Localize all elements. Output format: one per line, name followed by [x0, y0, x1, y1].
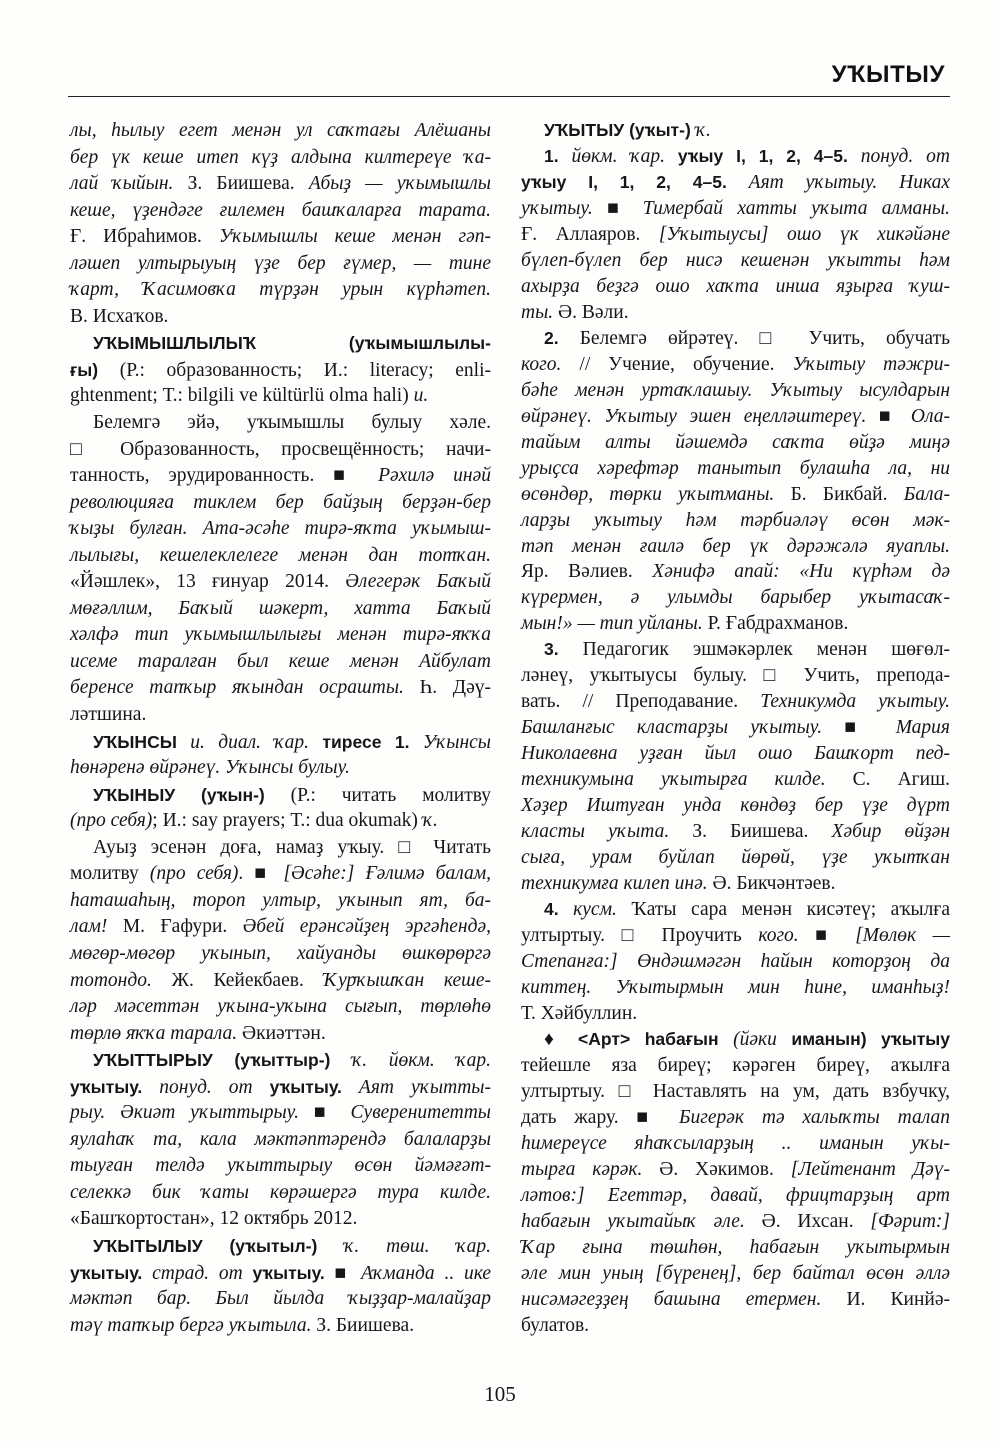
text-run: ты.	[521, 301, 554, 323]
text-run: Уҡытыу тәжри-	[792, 353, 950, 375]
text-run: йөкм. ҡар.	[558, 145, 665, 167]
text-run: УҠЫНСЫ	[93, 731, 177, 752]
text-run: Тимербай хатты уҡыта алманы.	[642, 197, 950, 219]
text-line	[521, 741, 950, 767]
dictionary-paragraph	[70, 330, 491, 410]
text-line	[70, 596, 491, 623]
text-run: Ҡурҡышҡан кеше-	[323, 969, 491, 991]
text-run: булатов.	[521, 1314, 590, 1336]
text-run: өсөндөр, төрки уҡытманы.	[521, 483, 775, 505]
text-run: Аят уҡытыу. Никах	[726, 171, 950, 193]
text-run: иманын) уҡытыу	[791, 1028, 951, 1049]
text-run: кого.	[521, 353, 562, 375]
text-run: селеккә бик ҡаты көрәшергә тура килде.	[70, 1181, 491, 1203]
text-run: [Әсәһе:] Ғәлимә балам,	[283, 863, 492, 885]
text-run: уҡытыу.	[252, 1076, 342, 1097]
text-line	[70, 675, 491, 702]
text-run: уҡыу I, 1, 2, 4–5.	[665, 145, 848, 166]
text-run: ҡ.	[422, 810, 438, 832]
text-line	[70, 808, 491, 835]
text-line	[521, 1053, 950, 1079]
text-run: Мария	[895, 717, 951, 739]
text-line	[521, 222, 950, 248]
text-run: [Мөлөк —	[855, 925, 951, 947]
text-run: ҡ.	[690, 120, 711, 141]
text-line	[521, 248, 950, 274]
text-run: Әбей ерәнсәйҙең эргәһендә,	[242, 916, 491, 938]
text-line	[521, 689, 950, 715]
text-run: (про себя)	[149, 863, 239, 885]
text-run: понуд. от	[142, 1076, 253, 1098]
text-line	[521, 1183, 950, 1209]
text-line	[70, 1074, 491, 1101]
text-line	[70, 729, 491, 756]
text-line	[70, 702, 491, 729]
text-run: [Фәрит:]	[870, 1210, 950, 1232]
text-run: Абыҙ — уҡымышлы	[308, 173, 491, 195]
text-run: Хәнифә апай: «Ни күрһәм дә	[652, 561, 950, 583]
text-run: тиресе 1.	[309, 731, 410, 752]
dictionary-paragraph	[70, 835, 491, 1047]
text-run: Әкиәттән.	[237, 1022, 326, 1044]
text-run: хәлфә тип уҡымышлылығы менән тирә-яҡҡа	[70, 624, 491, 646]
text-line	[521, 715, 950, 741]
right-column	[521, 118, 950, 1339]
text-run: Хәҙер Иштуған унда көндөҙ бер үҙе дүрт	[521, 795, 950, 817]
text-run: яулаһаҡ та, кала мәктәптәрендә балаларҙы	[70, 1128, 491, 1150]
text-line	[521, 456, 950, 482]
text-run: исеме таралған был кеше менән Айбулат	[70, 650, 491, 672]
text-run: өйрәнеү. Уҡытыу эшен еңелләштереү.	[521, 405, 867, 427]
text-run: ■	[866, 405, 911, 427]
text-run: ♦	[544, 1028, 579, 1050]
text-line	[70, 437, 491, 464]
text-run: Ауыҙ эсенән доға, намаҙ уҡыу. □ Читать	[93, 836, 491, 858]
text-line	[70, 145, 491, 172]
text-line	[521, 430, 950, 456]
text-run: С. Агиш.	[825, 769, 950, 791]
text-run: техникумына уҡытырға килде.	[521, 769, 826, 791]
text-run: уҡытыу.	[70, 1076, 143, 1097]
text-line	[521, 404, 950, 430]
dictionary-paragraph	[521, 897, 950, 1027]
text-run: 3.	[544, 639, 559, 660]
text-run: урыҫса хәрефтәр танытып булашһа ла, ни	[521, 457, 950, 479]
text-line	[521, 585, 950, 611]
text-run: тайым алты йәшемдә саҡта өйҙә миңә	[521, 431, 950, 453]
text-run: 2.	[544, 327, 559, 348]
text-line	[70, 304, 491, 331]
text-run: һимереүсе яһаҡсыларҙың .. иманын уҡы-	[521, 1132, 950, 1154]
text-line	[70, 649, 491, 676]
text-run: И. Кинйә-	[821, 1288, 950, 1310]
text-line	[521, 1131, 950, 1157]
text-line	[70, 1100, 491, 1127]
text-line	[70, 622, 491, 649]
text-line	[521, 871, 950, 897]
text-run: и.	[413, 385, 429, 407]
text-run: кеше, үҙендәге ғилемен башҡаларға тарата.	[70, 199, 491, 221]
text-line	[521, 378, 950, 404]
text-run: УҠЫМЫШЛЫЛЫҠ (уҡымышлылы-	[93, 333, 491, 354]
text-line	[521, 274, 950, 300]
text-run: (Р.: читать молитву	[264, 784, 492, 806]
text-run: // Учение, обучение.	[561, 353, 793, 375]
text-run: УҠЫТЫЛЫУ (уҡытыл-)	[93, 1235, 318, 1256]
text-line	[521, 611, 950, 637]
text-run: ; И.: say prayers; Т.: dua okumak)	[152, 810, 423, 832]
text-line	[70, 835, 491, 862]
text-run: мөғәллим, Баҡый шәкерт, хатта Баҡый	[70, 597, 491, 619]
text-run: революцияға тиклем бер байҙың берҙән-бер	[70, 491, 491, 513]
text-run: Ж. Кейекбаев.	[151, 969, 324, 991]
text-line	[70, 941, 491, 968]
text-run: М. Ғафури.	[107, 916, 243, 938]
text-run: Бала-	[903, 483, 950, 505]
text-run: Степанға:] Өндәшмәгән һайын которҙоң да	[521, 951, 950, 972]
text-run: Ғ. Ибраһимов.	[70, 226, 219, 248]
text-line	[70, 171, 491, 198]
text-run: ■	[798, 925, 856, 947]
text-line	[70, 1233, 491, 1260]
text-run: лам!	[70, 916, 108, 938]
text-run: дать жару. ■	[521, 1106, 679, 1128]
text-line	[521, 1079, 950, 1105]
text-run: Хәбир өйҙән	[831, 821, 950, 843]
text-line	[70, 330, 491, 357]
text-run: уҡытыу.	[521, 197, 593, 219]
text-line	[521, 949, 950, 975]
text-line	[70, 357, 491, 384]
text-line	[70, 914, 491, 941]
text-line	[521, 118, 950, 144]
text-line	[521, 767, 950, 793]
text-run: сыға, урам буйлап йөрөй, үҙе уҡытҡан	[521, 847, 950, 869]
text-run: ҡыҙы булған. Ата-әсәһе тирә-яҡта уҡымыш-	[70, 518, 491, 540]
text-run: Ә. Хәкимов.	[642, 1158, 791, 1180]
text-run: ултыртыу. □ Проучить	[521, 925, 759, 947]
text-run: Педагогик эшмәкәрлек менән шөғөл-	[558, 639, 950, 661]
text-run: В. Исхаҡов.	[70, 305, 169, 327]
text-run: (йәки	[733, 1028, 792, 1050]
text-run: ахырҙа беҙгә ошо хаҡта инша яҙырға ҡуш-	[521, 275, 950, 297]
text-run: ■	[822, 717, 896, 739]
text-run: күрермен, ә улымды барыбер уҡытасаҡ-	[521, 587, 950, 609]
text-line	[521, 170, 950, 196]
text-line	[70, 1313, 491, 1340]
text-run: уҡытыу.	[70, 1262, 143, 1283]
text-run: молитву	[70, 863, 150, 885]
text-run: Уҡынсы	[409, 731, 491, 753]
dictionary-paragraph	[70, 729, 491, 782]
text-run: Р. Ғабдрахманов.	[702, 613, 849, 635]
text-run: Әлегерәк Баҡый	[345, 571, 491, 593]
text-line	[70, 516, 491, 543]
text-line	[521, 1313, 950, 1339]
text-line	[70, 994, 491, 1021]
text-run: ҡ. йөкм. ҡар.	[330, 1050, 491, 1072]
text-line	[70, 1153, 491, 1180]
text-run: ултыртыу. □ Наставлять на ум, дать взбучку,	[521, 1080, 950, 1102]
text-run: киттең. Уҡытырмын мин һине, иманһыҙ!	[521, 976, 950, 998]
text-run: мөгөр-мөгөр уҡынып, хайуанды өшкөрөргә	[70, 942, 491, 964]
text-run: Николаевна уҙған йыл ошо Башҡорт пед-	[521, 743, 950, 765]
text-run: Уҡымышлы кеше менән гәп-	[218, 226, 491, 248]
text-run: бер үк кеше итеп күҙ алдына килтереүе ҡа-	[70, 146, 491, 168]
text-line	[521, 819, 950, 845]
text-run: ләнеү, уҡытыусы булыу. □ Учить, препода-	[521, 665, 950, 687]
text-line	[521, 1001, 950, 1027]
text-line	[70, 1286, 491, 1313]
page-number: 105	[484, 1382, 516, 1406]
text-run: (Р.: образованность; И.: literacy; enli-	[98, 359, 491, 381]
text-run: Б. Бикбай.	[774, 483, 904, 505]
text-line	[70, 543, 491, 570]
text-line	[70, 1180, 491, 1207]
text-run: ҡарт, Ҡасимовҡа түрҙән урын күрһәтеп.	[70, 279, 491, 301]
dictionary-paragraph	[70, 1233, 491, 1339]
dictionary-paragraph	[521, 1027, 950, 1339]
text-line	[521, 508, 950, 534]
text-line	[521, 1157, 950, 1183]
text-run: ghtenment; Т.: bilgili ve kültürlü olma hali)	[70, 385, 414, 407]
text-run: и. диал. ҡар.	[176, 731, 310, 753]
text-line	[521, 1235, 950, 1261]
dictionary-paragraph	[70, 118, 491, 330]
text-run: кого.	[758, 925, 799, 947]
text-run: вать. // Преподавание.	[521, 691, 761, 713]
text-line	[70, 569, 491, 596]
text-line	[70, 463, 491, 490]
text-line	[70, 410, 491, 437]
text-run: Ҡаты сара менән кисәтеү; аҡылға	[616, 899, 950, 921]
text-line	[70, 383, 491, 410]
text-run: 1.	[544, 145, 559, 166]
text-run: ■	[324, 1262, 361, 1284]
text-run: Белемгә өйрәтеү. □ Учить, обучать	[558, 327, 950, 349]
text-line	[521, 559, 950, 585]
dictionary-paragraph	[521, 637, 950, 897]
text-run: Һ. Дәү-	[403, 677, 491, 699]
text-run: 4.	[544, 899, 559, 920]
text-line	[70, 1206, 491, 1233]
text-line	[70, 968, 491, 995]
text-run: ләтшина.	[70, 704, 147, 726]
text-line	[70, 755, 491, 782]
text-run: Белемгә эйә, уҡымышлы булыу хәле.	[93, 412, 491, 434]
text-line	[70, 1021, 491, 1048]
text-run: тотондо.	[70, 969, 152, 991]
text-run: мын!» — тип уйланы.	[521, 613, 703, 635]
text-run: Ҡар ғына төшһөн, һабағын уҡытырмын	[521, 1236, 950, 1258]
text-line	[521, 1261, 950, 1287]
text-run: төрлө яҡҡа тарала.	[70, 1022, 238, 1044]
text-run: (про себя)	[70, 810, 153, 832]
text-run: «Йәшлек», 13 ғинуар 2014.	[70, 571, 346, 593]
text-run: <Арт> һабағын	[578, 1028, 734, 1049]
text-run: мәктәп бар. Был йылда ҡыҙҙар-малайҙар	[70, 1288, 491, 1310]
text-line	[521, 1287, 950, 1313]
dictionary-paragraph	[70, 1047, 491, 1233]
text-line	[521, 923, 950, 949]
text-line	[70, 490, 491, 517]
text-run: З. Биишева.	[669, 821, 832, 843]
text-line	[70, 198, 491, 225]
text-run: УҠЫТЫУ (уҡыт-)	[544, 120, 691, 140]
text-run: Аҡманда .. ике	[360, 1262, 492, 1284]
text-run: «Башҡортостан», 12 октябрь 2012.	[70, 1208, 358, 1230]
text-line	[521, 326, 950, 352]
text-line	[521, 637, 950, 663]
text-line	[521, 975, 950, 1001]
text-line	[521, 845, 950, 871]
text-run: Яр. Вәлиев.	[521, 561, 653, 583]
text-run: нисәмәгеҙҙең башына етермен.	[521, 1288, 822, 1310]
text-run: Аят уҡытты-	[341, 1076, 491, 1098]
text-run: ләр мәсеттән уҡына-уҡына сығып, төрлөһө	[70, 996, 491, 1018]
text-run: Ола-	[910, 405, 950, 427]
text-line	[521, 144, 950, 170]
text-run: рыу. Әкиәт уҡыттырыу.	[70, 1102, 299, 1124]
dictionary-paragraph	[521, 144, 950, 326]
text-line	[70, 888, 491, 915]
text-run: Ғ. Аллаяров.	[521, 223, 659, 245]
running-head: УҠЫТЫУ	[831, 61, 945, 88]
text-line	[521, 897, 950, 923]
text-run: . ■	[238, 863, 284, 885]
text-run: тейешле яза биреү; кәрәген биреү, аҡылға	[521, 1054, 950, 1076]
text-line	[70, 782, 491, 809]
text-run: ■	[592, 197, 643, 219]
text-run: класты уҡыта.	[521, 821, 670, 843]
text-run: понуд. от	[847, 145, 950, 167]
text-run: [Лейтенант Дәү-	[790, 1158, 950, 1180]
text-line	[521, 1209, 950, 1235]
text-run: ләтов:] Егеттәр, давай, фрицтарҙың арт	[521, 1184, 950, 1206]
dictionary-paragraph	[521, 326, 950, 638]
text-line	[521, 300, 950, 326]
text-line	[521, 793, 950, 819]
dictionary-paragraph	[70, 782, 491, 835]
text-run: бәһе менән уртаҡлашыу. Уҡытыу ысулдарын	[521, 379, 950, 401]
text-run: тырға кәрәк.	[521, 1158, 643, 1180]
text-run: З. Биишева.	[311, 1314, 415, 1336]
text-line	[70, 251, 491, 278]
text-run: танность, эрудированность. ■	[70, 465, 379, 487]
text-run: УҠЫТТЫРЫУ (уҡыттыр-)	[93, 1050, 331, 1071]
text-run: Ә. Бикчәнтәев.	[707, 873, 836, 895]
text-run: Бигерәк тә халыҡты талап	[679, 1106, 950, 1128]
text-run: Т. Хәйбуллин.	[521, 1002, 638, 1024]
text-run: Суверенитетты	[350, 1102, 491, 1124]
text-line	[70, 118, 491, 145]
dictionary-paragraph	[521, 118, 950, 144]
text-line	[70, 1127, 491, 1154]
text-run: ләшеп ултырыуың үҙе бер ғүмер, — тине	[70, 252, 491, 274]
text-run: бүлеп-бүлеп бер нисә кешенән уҡытты һәм	[521, 249, 950, 271]
text-run: Ә. Вәли.	[553, 301, 629, 323]
text-run: ҡ. төш. ҡар.	[317, 1235, 491, 1257]
text-line	[521, 1105, 950, 1131]
text-line	[70, 277, 491, 304]
text-run: техникумға килеп инә.	[521, 873, 708, 895]
text-run: Техникумда уҡытыу.	[760, 691, 950, 713]
header-rule	[68, 96, 950, 97]
text-run: әле мин уның [бүренең], бер байтал өсөн әллә	[521, 1262, 950, 1284]
text-line	[521, 1027, 950, 1053]
text-line	[521, 534, 950, 560]
text-run: лай ҡыйын.	[70, 173, 174, 195]
dictionary-paragraph	[70, 410, 491, 729]
text-run: [Уҡытыусы] ошо үк хикәйәне	[658, 223, 950, 245]
text-line	[521, 352, 950, 378]
text-line	[70, 224, 491, 251]
text-run: страд. от	[142, 1262, 243, 1284]
text-line	[70, 1047, 491, 1074]
text-run: уҡыу I, 1, 2, 4–5.	[521, 171, 727, 192]
text-run: З. Биишева.	[173, 173, 309, 195]
text-line	[521, 196, 950, 222]
text-run: Рәхилә инәй	[378, 465, 491, 487]
text-run: Ә. Ихсан.	[744, 1210, 871, 1232]
text-line	[521, 482, 950, 508]
text-run: һабағын уҡытайыҡ әле.	[521, 1210, 745, 1232]
text-run: ғы)	[70, 359, 99, 380]
text-run: беренсе тапҡыр яҡындан осрашты.	[70, 677, 404, 699]
text-line	[70, 861, 491, 888]
text-run: УҠЫНЫУ (уҡын-)	[93, 784, 265, 805]
text-run: Башланғыс кластарҙы уҡытыу.	[521, 717, 823, 739]
text-run: тәү тапҡыр бергә уҡытыла.	[70, 1314, 312, 1336]
text-run: һөнәренә өйрәнеү. Уҡынсы булыу.	[70, 757, 350, 779]
text-run: лылығы, кешелеклелеге менән дан тотҡан.	[70, 544, 491, 566]
text-run: ларҙы уҡытыу һәм тәрбиәләү өсөн мәк-	[521, 509, 950, 531]
text-run: тәп менән ғаилә бер үк дәрәжәлә яуаплы.	[521, 535, 950, 557]
left-column	[70, 118, 491, 1339]
text-run: уҡытыу.	[242, 1262, 325, 1283]
text-run: һаташаһың, тороп ултыр, уҡынып ят, ба-	[70, 889, 491, 911]
text-run: тыуған телдә уҡыттырыу өсөн йәмәғәт-	[70, 1155, 491, 1177]
text-line	[521, 663, 950, 689]
text-line	[70, 1260, 491, 1287]
text-run: ■	[298, 1102, 351, 1124]
text-run: лы, һылыу егет менән ул саҡтағы Алёшаны	[70, 120, 491, 141]
text-run: кусм.	[558, 899, 617, 921]
text-run: □ Образованность, просвещённость; начи-	[70, 438, 491, 460]
